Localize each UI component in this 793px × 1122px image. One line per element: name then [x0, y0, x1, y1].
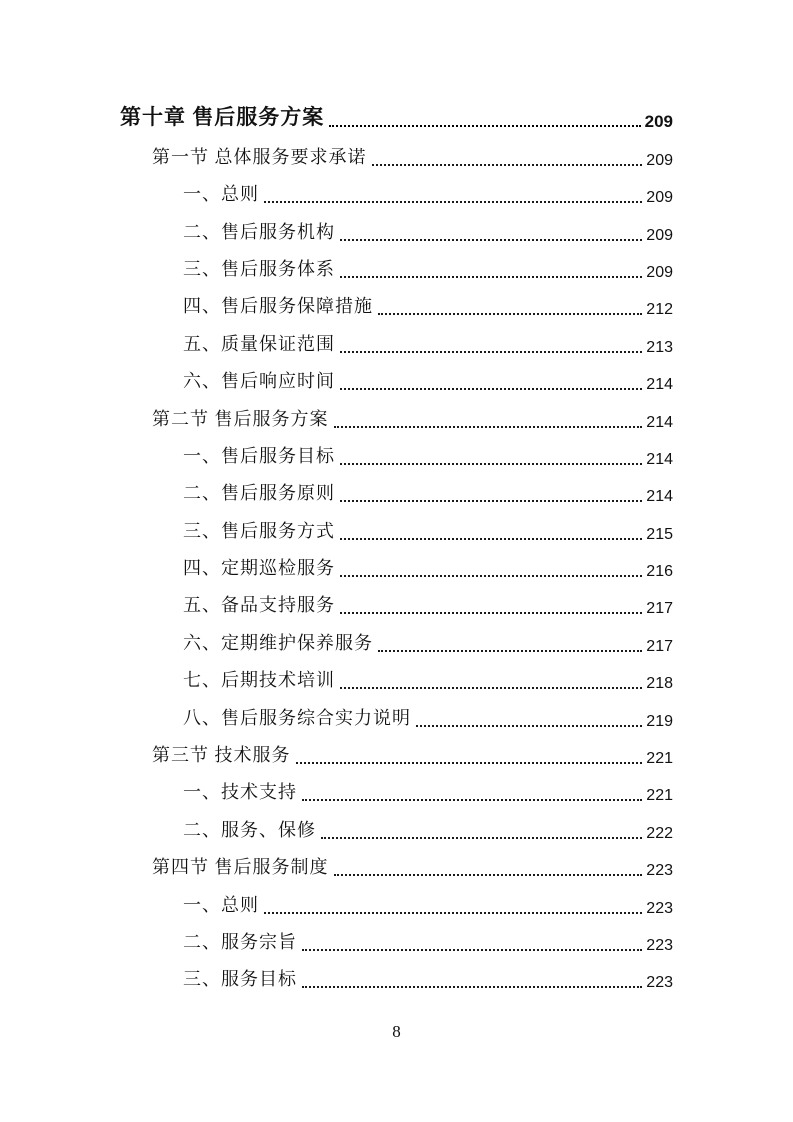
- toc-entry-page-number: 223: [646, 899, 673, 917]
- toc-entry-label: 五、质量保证范围: [183, 333, 335, 354]
- dot-leader: [296, 762, 643, 764]
- toc-entry-15[interactable]: [120, 663, 673, 700]
- toc-entry-14[interactable]: [120, 625, 673, 662]
- toc-entry-page-number: 217: [646, 600, 673, 618]
- toc-entry-label: 八、售后服务综合实力说明: [183, 707, 411, 728]
- toc-entry-label: 第二节 售后服务方案: [152, 408, 329, 429]
- toc-entry-page-number: 214: [646, 376, 673, 394]
- toc-entry-label: 二、售后服务原则: [183, 483, 335, 504]
- toc-entry-page-number: 216: [646, 563, 673, 581]
- dot-leader: [340, 500, 642, 502]
- toc-entry-label: 第十章 售后服务方案: [120, 105, 325, 130]
- dot-leader: [340, 575, 642, 577]
- toc-entry-page-number: 214: [646, 488, 673, 506]
- toc-entry-page-number: 209: [646, 226, 673, 244]
- dot-leader: [264, 912, 642, 914]
- toc-entry-page-number: 215: [646, 525, 673, 543]
- toc-entry-1[interactable]: [120, 139, 673, 176]
- toc-entry-label: 四、售后服务保障措施: [183, 296, 373, 317]
- toc-entry-9[interactable]: [120, 439, 673, 476]
- toc-entry-8[interactable]: [120, 401, 673, 438]
- page-footer: [0, 1022, 793, 1042]
- toc-entry-10[interactable]: [120, 476, 673, 513]
- toc-entry-label: 第三节 技术服务: [152, 745, 291, 766]
- toc-entry-18[interactable]: [120, 775, 673, 812]
- toc-entry-page-number: 221: [646, 787, 673, 805]
- toc-entry-7[interactable]: [120, 364, 673, 401]
- toc-entry-page-number: 214: [646, 413, 673, 431]
- dot-leader: [340, 463, 642, 465]
- toc-entry-page-number: 209: [646, 263, 673, 281]
- toc-entry-label: 二、服务宗旨: [183, 931, 297, 952]
- toc-entry-page-number: 212: [646, 301, 673, 319]
- toc-entry-page-number: 222: [646, 824, 673, 842]
- toc-entry-label: 一、总则: [183, 894, 259, 915]
- toc-entry-label: 第四节 售后服务制度: [152, 857, 329, 878]
- toc-entry-3[interactable]: [120, 214, 673, 251]
- dot-leader: [264, 201, 642, 203]
- toc-entry-page-number: 218: [646, 675, 673, 693]
- toc-entry-20[interactable]: [120, 850, 673, 887]
- toc-entry-label: 三、售后服务方式: [183, 520, 335, 541]
- dot-leader: [340, 612, 642, 614]
- page-number: 8: [392, 1022, 401, 1041]
- toc-entry-page-number: 223: [646, 862, 673, 880]
- toc-entry-12[interactable]: [120, 551, 673, 588]
- toc-entry-page-number: 209: [646, 151, 673, 169]
- toc-entry-17[interactable]: [120, 738, 673, 775]
- dot-leader: [340, 351, 642, 353]
- toc-entry-label: 三、服务目标: [183, 969, 297, 990]
- toc-entry-2[interactable]: [120, 177, 673, 214]
- toc-entry-11[interactable]: [120, 513, 673, 550]
- toc-entry-label: 三、售后服务体系: [183, 258, 335, 279]
- toc-entry-page-number: 217: [646, 637, 673, 655]
- toc-entry-page-number: 213: [646, 338, 673, 356]
- dot-leader: [334, 874, 643, 876]
- toc-entry-page-number: 214: [646, 450, 673, 468]
- dot-leader: [302, 799, 642, 801]
- toc-entry-21[interactable]: [120, 887, 673, 924]
- toc-entry-page-number: 223: [646, 936, 673, 954]
- toc-entry-page-number: 209: [646, 189, 673, 207]
- toc-entry-13[interactable]: [120, 588, 673, 625]
- toc-entry-page-number: 221: [646, 750, 673, 768]
- toc-entry-label: 六、定期维护保养服务: [183, 632, 373, 653]
- toc-entry-label: 二、服务、保修: [183, 819, 316, 840]
- toc-entry-6[interactable]: [120, 326, 673, 363]
- dot-leader: [302, 949, 642, 951]
- dot-leader: [416, 725, 642, 727]
- toc-entry-23[interactable]: [120, 962, 673, 999]
- toc-entry-page-number: 223: [646, 974, 673, 992]
- dot-leader: [334, 426, 643, 428]
- toc-entry-label: 四、定期巡检服务: [183, 558, 335, 579]
- dot-leader: [340, 239, 642, 241]
- dot-leader: [329, 125, 640, 127]
- toc-entry-16[interactable]: [120, 700, 673, 737]
- dot-leader: [378, 650, 642, 652]
- dot-leader: [340, 538, 642, 540]
- toc-entry-label: 五、备品支持服务: [183, 595, 335, 616]
- dot-leader: [321, 837, 642, 839]
- toc-entry-label: 一、总则: [183, 184, 259, 205]
- toc-entry-19[interactable]: [120, 812, 673, 849]
- dot-leader: [340, 687, 642, 689]
- dot-leader: [340, 388, 642, 390]
- toc-entry-label: 二、售后服务机构: [183, 221, 335, 242]
- dot-leader: [372, 164, 643, 166]
- toc-entry-5[interactable]: [120, 289, 673, 326]
- dot-leader: [378, 313, 642, 315]
- toc-entry-label: 第一节 总体服务要求承诺: [152, 146, 367, 167]
- table-of-contents: [120, 102, 673, 999]
- dot-leader: [340, 276, 642, 278]
- toc-entry-page-number: 219: [646, 712, 673, 730]
- dot-leader: [302, 986, 642, 988]
- toc-entry-0[interactable]: [120, 102, 673, 139]
- toc-entry-label: 一、技术支持: [183, 782, 297, 803]
- toc-entry-page-number: 209: [644, 112, 673, 132]
- toc-entry-label: 一、售后服务目标: [183, 445, 335, 466]
- toc-entry-4[interactable]: [120, 252, 673, 289]
- toc-entry-22[interactable]: [120, 925, 673, 962]
- toc-entry-label: 六、售后响应时间: [183, 371, 335, 392]
- toc-entry-label: 七、后期技术培训: [183, 670, 335, 691]
